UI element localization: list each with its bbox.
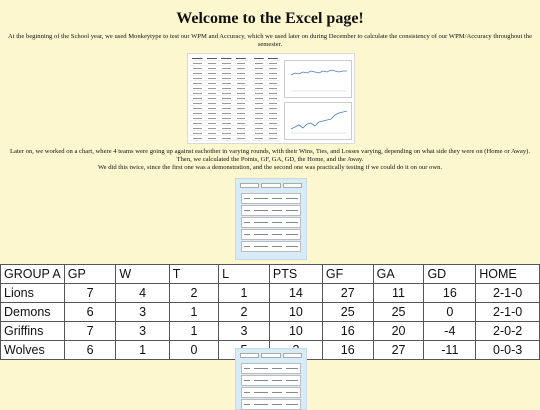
wpm-spreadsheet-image — [187, 53, 355, 144]
later-paragraph — [6, 148, 534, 172]
table-cell: 6 — [64, 341, 116, 360]
page-title: Welcome to the Excel page! — [176, 10, 364, 27]
column-header: GD — [424, 265, 476, 284]
column-header: GA — [373, 265, 424, 284]
table-cell: 1 — [169, 322, 218, 341]
table-cell: 2-1-0 — [476, 284, 540, 303]
demonstration-chart-image — [235, 178, 307, 260]
table-cell: 3 — [219, 322, 270, 341]
table-cell: 1 — [169, 303, 218, 322]
table-cell: 7 — [64, 284, 116, 303]
table-cell: 2-0-2 — [476, 322, 540, 341]
table-header-row — [1, 265, 540, 284]
table-cell: -11 — [424, 341, 476, 360]
table-cell: 7 — [64, 322, 116, 341]
table-cell: 0 — [424, 303, 476, 322]
column-header: W — [116, 265, 169, 284]
table-cell: 16 — [424, 284, 476, 303]
table-cell: 27 — [373, 341, 424, 360]
table-cell: Griffins — [1, 322, 65, 341]
table-cell: 16 — [322, 322, 373, 341]
table-row — [1, 303, 540, 322]
table-cell: 2 — [219, 303, 270, 322]
wpm-stats-table-thumbnail — [252, 56, 280, 141]
table-row — [1, 284, 540, 303]
column-header: HOME — [476, 265, 540, 284]
later-text: Later on, we worked on a chart, where 4 teams were going up against eachother in varying rounds, with their Wins, Ties, and Losses varying, depending on what side they were on (Home or Away). Then, we calculated the Points, GF, GA, GD, the Home, and the Away. — [10, 148, 530, 163]
table-row — [1, 322, 540, 341]
table-cell: 27 — [322, 284, 373, 303]
table-cell: 10 — [269, 303, 322, 322]
table-cell: 2 — [169, 284, 218, 303]
wpm-chart-thumbnail — [284, 60, 352, 98]
table-cell: 25 — [322, 303, 373, 322]
table-cell: -4 — [424, 322, 476, 341]
column-header: GP — [64, 265, 116, 284]
table-cell: 16 — [322, 341, 373, 360]
table-cell: 10 — [269, 322, 322, 341]
intro-paragraph: At the beginning of the School year, we used Monkeytype to test our WPM and Accuracy, which we used later on during December to calculate the consistency of our WPM/Accuracy throughout the semester. — [7, 33, 533, 48]
table-cell: 11 — [373, 284, 424, 303]
table-cell: 0 — [169, 341, 218, 360]
table-cell: 2-1-0 — [476, 303, 540, 322]
column-header: GF — [322, 265, 373, 284]
column-header: GROUP A — [1, 265, 65, 284]
column-header: T — [169, 265, 218, 284]
table-cell: 3 — [116, 303, 169, 322]
column-header: L — [219, 265, 270, 284]
table-cell: Demons — [1, 303, 65, 322]
accuracy-chart-thumbnail — [284, 102, 352, 140]
twice-text: We did this twice, since the first one was a demonstration, and the second one was practically testing if we could do it on our own. — [97, 164, 443, 171]
table-cell: 4 — [116, 284, 169, 303]
table-cell: 6 — [64, 303, 116, 322]
table-cell: 20 — [373, 322, 424, 341]
table-cell: Wolves — [1, 341, 65, 360]
group-a-standings-table — [0, 264, 540, 360]
table-cell: 0-0-3 — [476, 341, 540, 360]
table-cell: 1 — [116, 341, 169, 360]
table-cell: 14 — [269, 284, 322, 303]
table-cell: 25 — [373, 303, 424, 322]
practice-chart-image — [235, 348, 307, 410]
table-cell: 3 — [116, 322, 169, 341]
wpm-data-table-thumbnail — [190, 56, 248, 141]
column-header: PTS — [269, 265, 322, 284]
table-cell: Lions — [1, 284, 65, 303]
table-cell: 1 — [219, 284, 270, 303]
